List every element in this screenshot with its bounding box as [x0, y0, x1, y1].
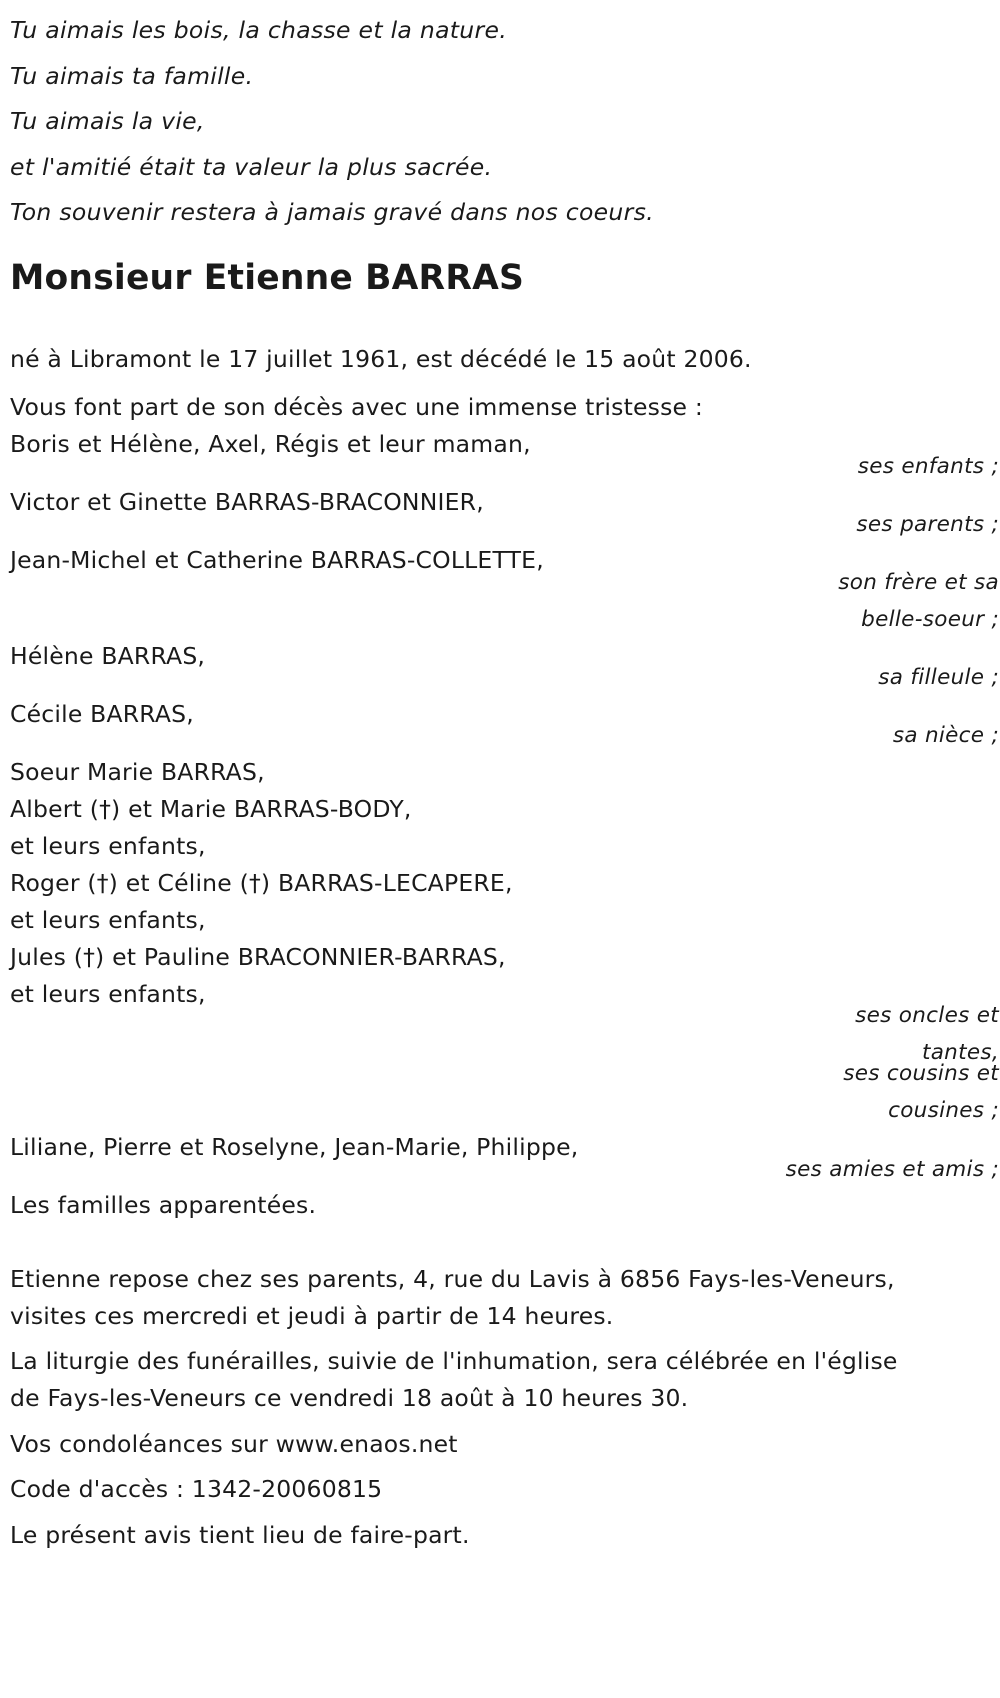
extended-family-line: et leurs enfants, [10, 832, 206, 860]
cousins-relation-line-1: ses cousins et [843, 1061, 999, 1086]
friends-names: Liliane, Pierre et Roselyne, Jean-Marie, Philippe, [10, 1133, 579, 1161]
parents-names: Victor et Ginette BARRAS-BRACONNIER, [10, 488, 484, 516]
related-families: Les familles apparentées. [10, 1191, 317, 1219]
brother-relation-line-2: belle-soeur ; [861, 607, 999, 632]
poem-line: Tu aimais la vie, [10, 107, 205, 135]
goddaughter-relation: sa filleule ; [878, 665, 999, 690]
brother-names: Jean-Michel et Catherine BARRAS-COLLETTE, [10, 546, 544, 574]
parents-relation: ses parents ; [856, 512, 999, 537]
birth-death-line: né à Libramont le 17 juillet 1961, est décédé le 15 août 2006. [10, 345, 752, 373]
friends-relation: ses amies et amis ; [785, 1157, 999, 1182]
children-names: Boris et Hélène, Axel, Régis et leur maman, [10, 430, 531, 458]
extended-family-line: Jules (†) et Pauline BRACONNIER-BARRAS, [10, 943, 506, 971]
access-code: Code d'accès : 1342-20060815 [10, 1475, 383, 1503]
liturgy-line: La liturgie des funérailles, suivie de l'inhumation, sera célébrée en l'église [10, 1347, 898, 1375]
children-relation: ses enfants ; [857, 454, 999, 479]
niece-name: Cécile BARRAS, [10, 700, 194, 728]
poem-block [10, 8, 654, 236]
poem-line: Tu aimais ta famille. [10, 61, 254, 90]
cousins-relation-line-2: cousines ; [888, 1098, 999, 1123]
extended-family-line: Albert (†) et Marie BARRAS-BODY, [10, 795, 412, 823]
poem-line: et l'amitié était ta valeur la plus sacrée. [10, 152, 493, 181]
extended-family-line: Roger (†) et Céline (†) BARRAS-LECAPERE, [10, 869, 513, 897]
condolences-line: Vos condoléances sur www.enaos.net [10, 1430, 458, 1458]
brother-relation-line-1: son frère et sa [838, 570, 999, 595]
extended-family-line: et leurs enfants, [10, 906, 206, 934]
rest-line: Etienne repose chez ses parents, 4, rue du Lavis à 6856 Fays-les-Veneurs, [10, 1265, 895, 1293]
notice-line: Le présent avis tient lieu de faire-part. [10, 1521, 470, 1549]
niece-relation: sa nièce ; [892, 723, 999, 748]
rest-line: visites ces mercredi et jeudi à partir de 14 heures. [10, 1302, 614, 1330]
uncles-relation-line-1: ses oncles et [855, 1003, 999, 1028]
extended-family-line: et leurs enfants, [10, 980, 206, 1008]
poem-line: Ton souvenir restera à jamais gravé dans nos coeurs. [10, 198, 654, 226]
uncles-relation-line-2: tantes, [921, 1040, 999, 1065]
deceased-name: Monsieur Etienne BARRAS [10, 258, 525, 298]
liturgy-line: de Fays-les-Veneurs ce vendredi 18 août à 10 heures 30. [10, 1384, 689, 1412]
announcement-intro: Vous font part de son décès avec une immense tristesse : [10, 393, 703, 421]
poem-line: Tu aimais les bois, la chasse et la nature. [10, 16, 507, 44]
goddaughter-name: Hélène BARRAS, [10, 642, 206, 670]
extended-family-line: Soeur Marie BARRAS, [10, 758, 265, 786]
